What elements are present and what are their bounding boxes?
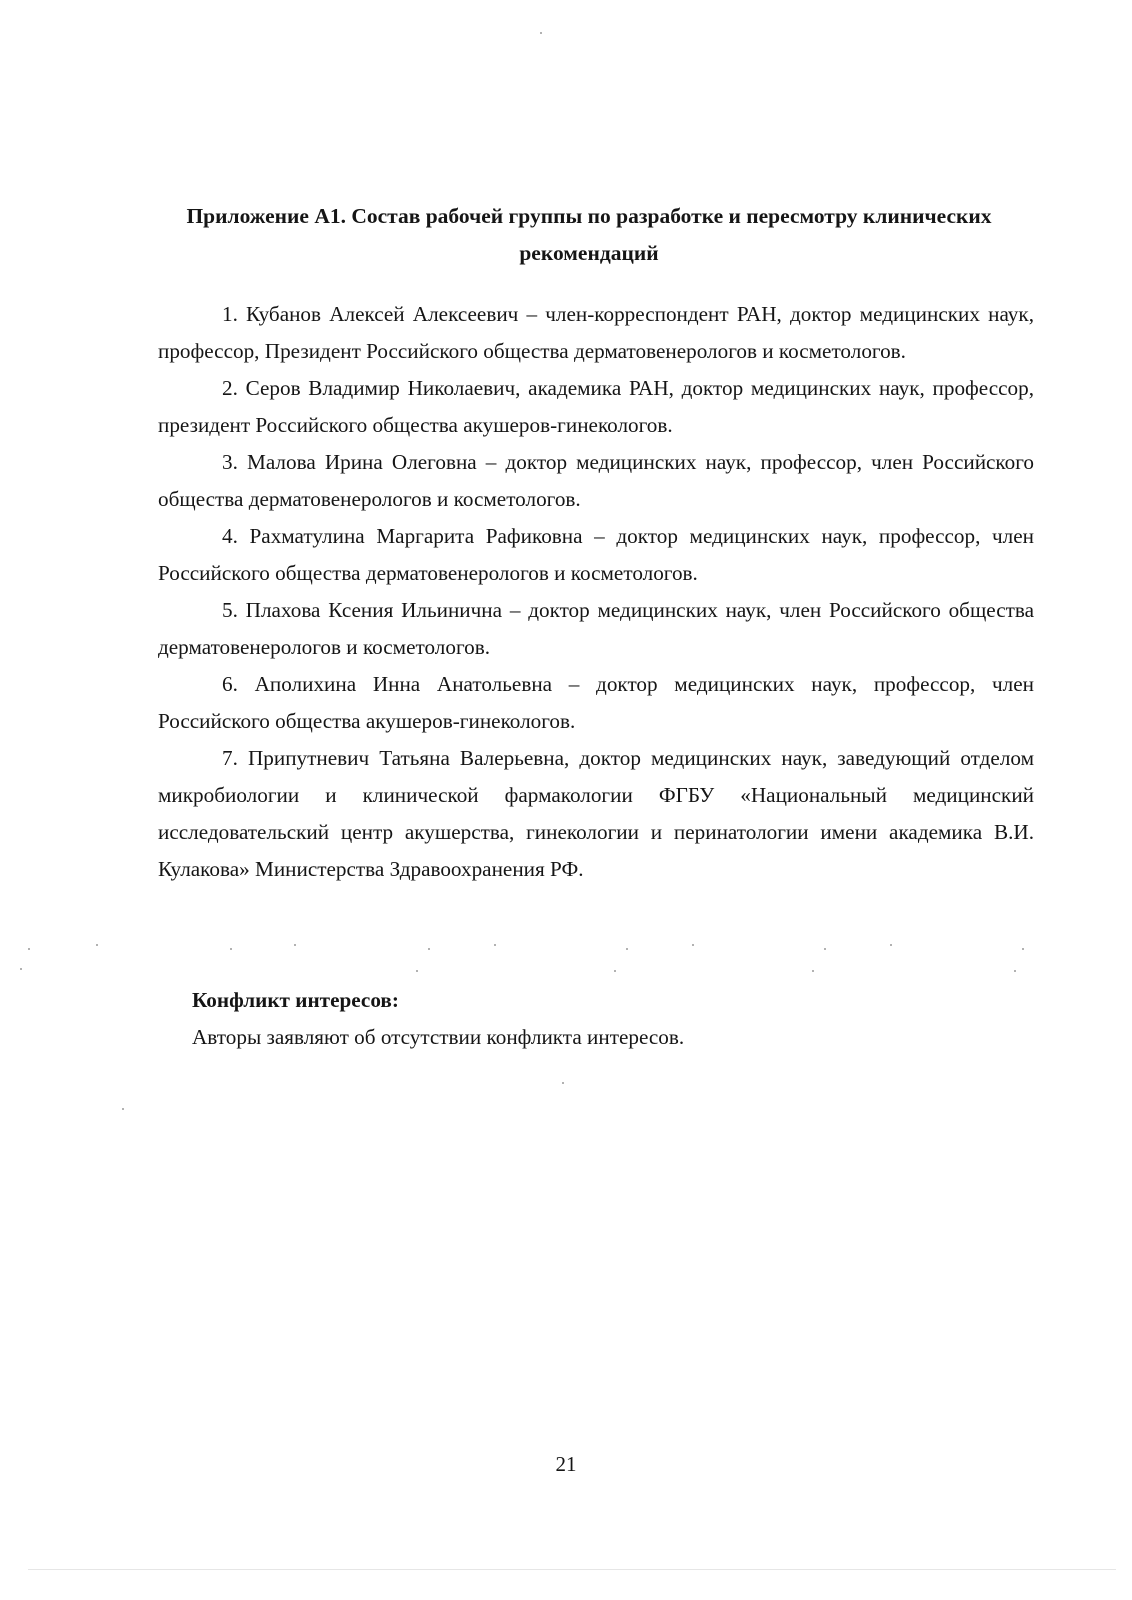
list-item: 4. Рахматулина Маргарита Рафиковна – доктор медицинских наук, профессор, член Российского общества дерматовенерологов и косметологов. <box>158 524 1034 585</box>
conflict-text: Авторы заявляют об отсутствии конфликта интересов. <box>192 1025 685 1049</box>
scan-speck <box>230 948 232 950</box>
list-item: 7. Припутневич Татьяна Валерьевна, доктор медицинских наук, заведующий отделом микробиологии и клинической фармакологии ФГБУ «Национальный медицинский исследовательский центр акушерства, гинекологии и перинатологии имени академика В.И. Кулакова» Министерства Здравоохранения РФ. <box>158 746 1034 881</box>
scan-speck <box>562 1082 564 1084</box>
scan-speck <box>28 948 30 950</box>
scan-speck <box>122 1108 124 1110</box>
scan-edge-line <box>28 1569 1116 1570</box>
scan-speck <box>428 948 430 950</box>
list-item: 3. Малова Ирина Олеговна – доктор медицинских наук, профессор, член Российского общества дерматовенерологов и косметологов. <box>158 450 1034 511</box>
scan-speck <box>294 944 296 946</box>
scan-speck <box>540 32 542 34</box>
scan-speck <box>890 944 892 946</box>
scan-speck <box>614 970 616 972</box>
list-item: 6. Аполихина Инна Анатольевна – доктор медицинских наук, профессор, член Российского общества акушеров-гинекологов. <box>158 672 1034 733</box>
list-item: 2. Серов Владимир Николаевич, академика РАН, доктор медицинских наук, профессор, президент Российского общества акушеров-гинекологов. <box>158 376 1034 437</box>
scan-speck <box>416 970 418 972</box>
scan-speck <box>494 944 496 946</box>
list-item: 1. Кубанов Алексей Алексеевич – член-корреспондент РАН, доктор медицинских наук, профессор, Президент Российского общества дерматовенерологов и косметологов. <box>158 302 1034 363</box>
scan-speck <box>824 948 826 950</box>
page-number: 21 <box>555 1452 577 1476</box>
conflict-heading: Конфликт интересов: <box>192 988 399 1012</box>
scan-speck <box>812 970 814 972</box>
scan-speck <box>1014 970 1016 972</box>
scan-speck <box>1022 948 1024 950</box>
appendix-title: Приложение А1. Состав рабочей группы по разработке и пересмотру клинических рекомендаций <box>186 204 992 265</box>
scan-speck <box>692 944 694 946</box>
scan-speck <box>20 968 22 970</box>
working-group-list <box>158 296 1034 888</box>
scan-speck <box>626 948 628 950</box>
scan-speck <box>96 944 98 946</box>
conflict-of-interest-section <box>192 982 992 1056</box>
list-item: 5. Плахова Ксения Ильинична – доктор медицинских наук, член Российского общества дерматовенерологов и косметологов. <box>158 598 1034 659</box>
